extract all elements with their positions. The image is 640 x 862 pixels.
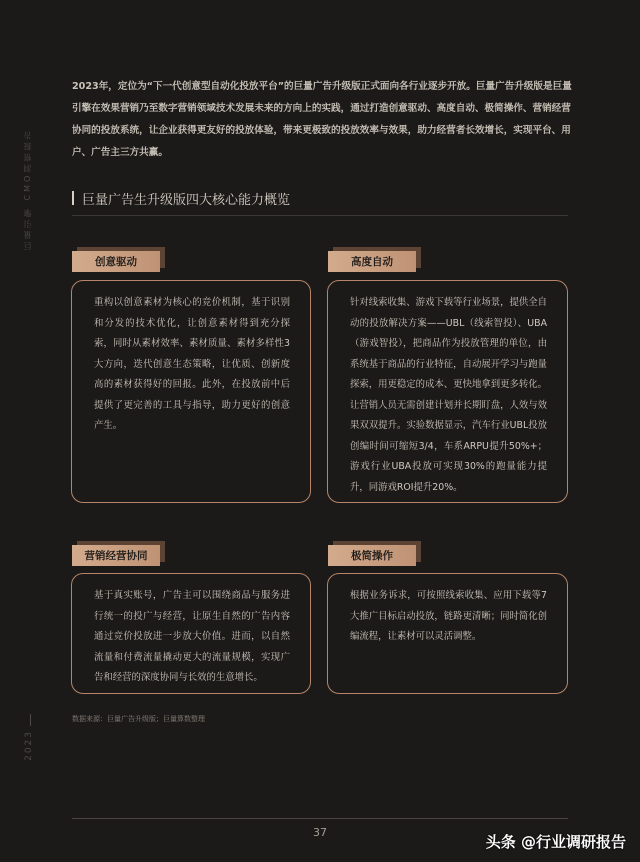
section-title: [72, 188, 290, 208]
card-text: 重构以创意素材为核心的竞价机制，基于识别和分发的技术优化，让创意素材得到充分探索，同时从素材效率、素材质量、素材多样性3大方向，迭代创意生态策略，让优质、创新度高的素材获得好的回报。此外，在投放前中后提供了更完善的工具与指导，助力更好的创意产生。: [94, 297, 290, 431]
year-divider: [30, 714, 31, 726]
tag-minimal-operation: [328, 545, 416, 566]
card-highly-automated: [327, 280, 568, 503]
tag-highly-automated: [328, 251, 416, 272]
card-text: 针对线索收集、游戏下载等行业场景，提供全自动的投放解决方案——UBL（线索智投）、UBA（游戏智投），把商品作为投放管理的单位，由系统基于商品的行业特征，自动展开学习与跑量探索，用更稳定的成本、更快地拿到更多转化。让营销人员无需创建计划并长期盯盘，人效与效果双双提升。实验数据显示，汽车行业UBL投放创编时间可缩短3/4，车系ARPU提升50%+；游戏行业UBA投放可实现30%的跑量能力提升，同游戏ROI提升20%。: [350, 297, 547, 493]
tag-marketing-synergy: [72, 545, 160, 566]
intro-paragraph: 2023年，定位为“下一代创意型自动化投放平台”的巨量广告升级版正式面向各行业逐步开放。巨量广告升级版是巨量引擎在效果营销乃至数字营销领域技术发展未来的方向上的实践，通过打造创意驱动、高度自动、极简操作、营销经营协同的投放系统，让企业获得更友好的投放体验，带来更极致的投放效率与效果，助力经营者长效增长，实现平台、用户、广告主三方共赢。: [72, 81, 572, 158]
title-bar: [72, 191, 74, 205]
page-number: 37: [313, 826, 327, 839]
year-label: 2023: [24, 730, 34, 761]
tag-label: 营销经营协同: [72, 545, 160, 566]
side-label: 巨量引擎 CMO洞察报告: [23, 128, 32, 250]
section-title-text: 巨量广告生升级版四大核心能力概览: [82, 192, 291, 208]
tag-creative-driven: [72, 251, 160, 272]
card-creative-driven: [71, 280, 311, 503]
tag-label: 极简操作: [328, 545, 416, 566]
watermark: 头条 @行业调研报告: [485, 833, 626, 851]
data-source: 数据来源：巨量广告升级版；巨量算数整理: [72, 715, 205, 723]
tag-label: 高度自动: [328, 251, 416, 272]
tag-label: 创意驱动: [72, 251, 160, 272]
card-minimal-operation: [327, 573, 568, 694]
card-text: 根据业务诉求，可按照线索收集、应用下载等7大推广目标启动投放，链路更清晰；同时简化创编流程，让素材可以灵活调整。: [350, 590, 547, 642]
card-text: 基于真实账号，广告主可以围绕商品与服务进行统一的投广与经营，让原生自然的广告内容通过竞价投放进一步放大价值。进而，以自然流量和付费流量撬动更大的流量规模，实现广告和经营的深度协同与长效的生意增长。: [94, 590, 290, 683]
section-divider: [72, 215, 568, 216]
footer-divider: [72, 818, 568, 819]
card-marketing-synergy: [71, 573, 311, 694]
